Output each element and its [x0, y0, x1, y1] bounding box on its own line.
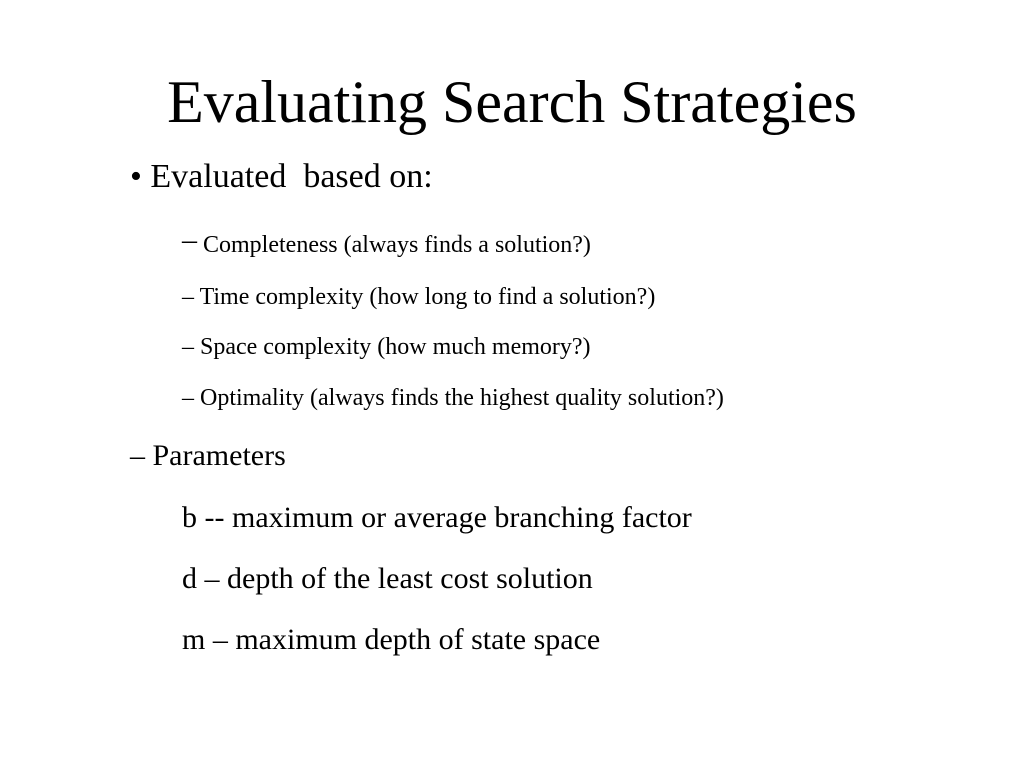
parameter-m: m – maximum depth of state space	[182, 623, 601, 656]
criterion-time-complexity: – Time complexity (how long to find a solution?)	[182, 284, 656, 310]
parameter-d: d – depth of the least cost solution	[182, 562, 593, 595]
main-bullet: • Evaluated based on:	[130, 158, 433, 195]
criterion-dash: –	[182, 223, 197, 256]
criterion-optimality: – Optimality (always finds the highest quality solution?)	[182, 385, 724, 411]
parameter-b: b -- maximum or average branching factor	[182, 501, 692, 534]
criterion-completeness-text: Completeness (always finds a solution?)	[203, 232, 591, 258]
parameters-heading: – Parameters	[130, 439, 286, 472]
criterion-completeness	[182, 223, 591, 260]
criterion-space-complexity: – Space complexity (how much memory?)	[182, 334, 591, 360]
slide-title: Evaluating Search Strategies	[167, 69, 857, 135]
